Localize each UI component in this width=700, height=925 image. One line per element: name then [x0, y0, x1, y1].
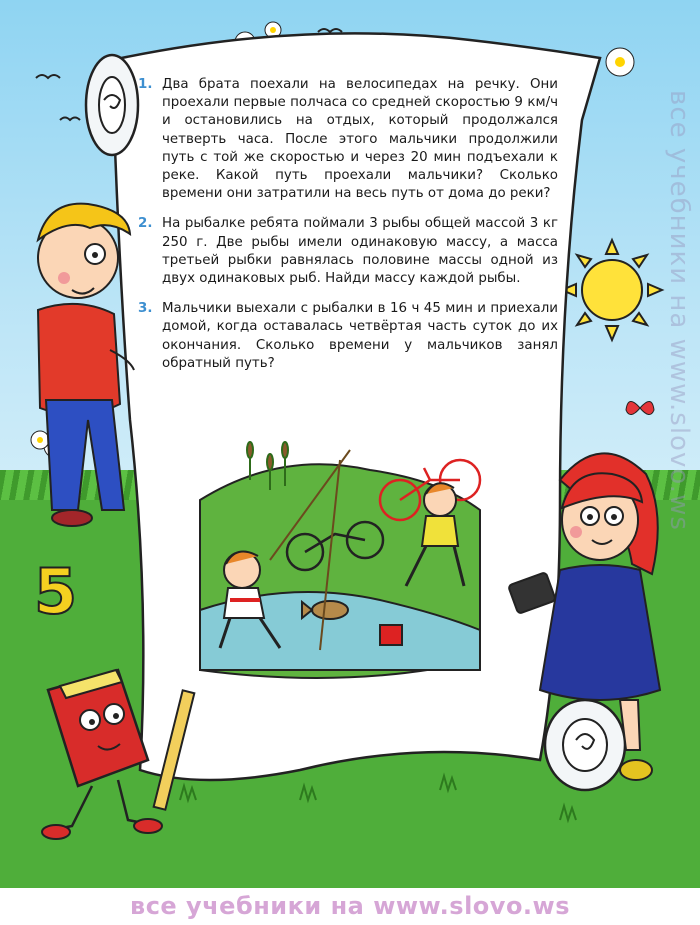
task-text: Мальчики выехали с рыбалки в 16 ч 45 мин и приехали домой, когда оставалась четвёртая часть суток до их окончания. Сколько времени у мальчиков занял обратный путь? [162, 301, 558, 371]
task-text: На рыбалке ребята поймали 3 рыбы общей массой 3 кг 250 г. Две рыбы имели одинаковую массу, а масса третьей рыбки равнялась половине массы одной из двух одинаковых рыб. Найди массу каждой рыбы. [162, 216, 558, 287]
task-number: 1. [138, 77, 153, 92]
task-number: 3. [138, 301, 153, 317]
task-list [138, 76, 558, 385]
sun-icon [562, 240, 662, 340]
task-item [138, 76, 558, 203]
footer-watermark: все учебники на www.slovo.ws [130, 892, 570, 920]
number-five-figure: 5 [34, 555, 78, 628]
vertical-watermark [664, 90, 698, 810]
butterfly-icon [626, 401, 654, 414]
grass-tufts [180, 776, 576, 820]
task-item [138, 215, 558, 288]
bucket-icon [380, 625, 402, 645]
vertical-watermark-text: все учебники на www.slovo.ws [664, 90, 694, 531]
task-text: Два брата поехали на велосипедах на речку. Они проехали первые полчаса со средней скоростью 9 км/ч и остановились на отдых, который продолжался четверть часа. После этого мальчики продолжили путь с той же скоростью и через 20 мин подъехали к реке. Какой путь проехали мальчики? Сколько времени они затратили на весь путь от дома до реки? [162, 77, 558, 202]
task-item [138, 300, 558, 373]
fishing-illustration [190, 440, 490, 680]
task-number: 2. [138, 216, 153, 232]
